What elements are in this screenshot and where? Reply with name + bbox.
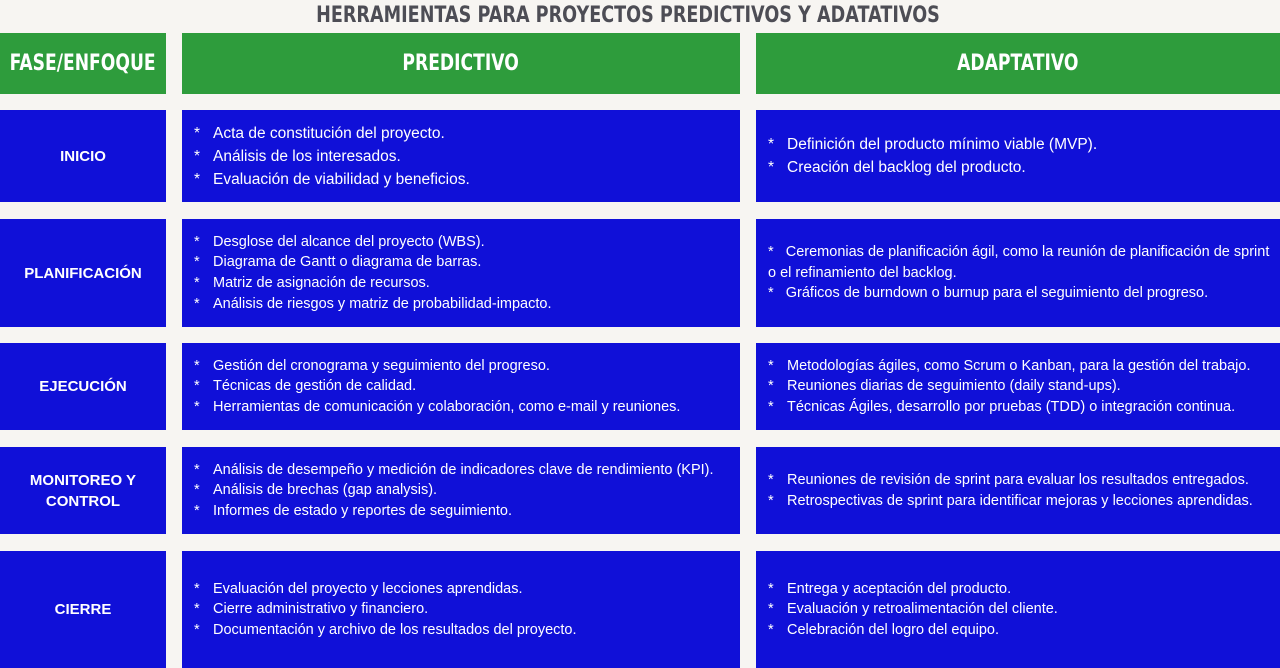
adaptive-cell-planificacion <box>756 219 1280 327</box>
list-item: * Matriz de asignación de recursos. <box>194 273 730 294</box>
phase-label: INICIO <box>60 147 106 165</box>
phase-cell-inicio <box>0 110 166 202</box>
phase-label: EJECUCIÓN <box>39 378 127 395</box>
list-item: * Técnicas de gestión de calidad. <box>194 376 730 397</box>
list-item: * Creación del backlog del producto. <box>768 156 1270 179</box>
list-item: * Reuniones diarias de seguimiento (daily stand-ups). <box>768 376 1270 397</box>
list-item: * Análisis de desempeño y medición de indicadores clave de rendimiento (KPI). <box>194 460 730 481</box>
page-title: HERRAMIENTAS PARA PROYECTOS PREDICTIVOS Y ADATATIVOS <box>316 3 940 28</box>
bullet-icon: * <box>768 378 774 395</box>
list-item: * Informes de estado y reportes de seguimiento. <box>194 501 730 522</box>
bullet-icon: * <box>768 357 774 374</box>
bullet-icon: * <box>194 580 200 597</box>
list-item: * Análisis de los interesados. <box>194 145 730 168</box>
bullet-icon: * <box>194 254 200 271</box>
bullet-icon: * <box>768 159 775 176</box>
list-item: * Técnicas Ágiles, desarrollo por pruebas (TDD) o integración continua. <box>768 397 1270 418</box>
list-item: * Acta de constitución del proyecto. <box>194 122 730 145</box>
phase-cell-monitoreo <box>0 447 166 534</box>
list-item: * Diagrama de Gantt o diagrama de barras. <box>194 252 730 273</box>
bullet-icon: * <box>768 398 774 415</box>
list-item: * Herramientas de comunicación y colaboración, como e-mail y reuniones. <box>194 397 730 418</box>
bullet-icon: * <box>194 482 200 499</box>
bullet-icon: * <box>768 580 774 597</box>
bullet-icon: * <box>194 621 200 638</box>
phase-label: PLANIFICACIÓN <box>24 264 142 282</box>
phase-cell-planificacion <box>0 219 166 327</box>
list-item: * Evaluación y retroalimentación del cliente. <box>768 599 1270 620</box>
list-item: * Desglose del alcance del proyecto (WBS). <box>194 232 730 253</box>
list-item: * Ceremonias de planificación ágil, como la reunión de planificación de sprint o el refinamiento del backlog. <box>768 244 1270 281</box>
adaptive-cell-inicio <box>756 110 1280 202</box>
phase-cell-ejecucion <box>0 343 166 430</box>
list-item: * Definición del producto mínimo viable (MVP). <box>768 133 1270 156</box>
predictive-cell-planificacion <box>182 219 740 327</box>
predictive-cell-monitoreo <box>182 447 740 534</box>
bullet-icon: * <box>194 601 200 618</box>
bullet-icon: * <box>768 244 774 261</box>
bullet-icon: * <box>768 285 774 302</box>
bullet-icon: * <box>194 124 201 142</box>
bullet-icon: * <box>768 136 775 153</box>
list-item: * Retrospectivas de sprint para identificar mejoras y lecciones aprendidas. <box>768 491 1270 512</box>
bullet-icon: * <box>194 295 200 312</box>
predictive-cell-ejecucion <box>182 343 740 430</box>
list-item: * Evaluación del proyecto y lecciones aprendidas. <box>194 579 730 600</box>
list-item: * Reuniones de revisión de sprint para evaluar los resultados entregados. <box>768 470 1270 491</box>
list-item: * Gestión del cronograma y seguimiento del progreso. <box>194 356 730 377</box>
list-item: * Metodologías ágiles, como Scrum o Kanban, para la gestión del trabajo. <box>768 356 1270 377</box>
predictive-cell-cierre <box>182 551 740 668</box>
bullet-icon: * <box>194 275 200 291</box>
bullet-icon: * <box>768 492 774 509</box>
phase-label: CIERRE <box>54 601 112 618</box>
header-adaptive <box>756 33 1280 94</box>
bullet-icon: * <box>194 398 200 415</box>
bullet-icon: * <box>194 233 200 250</box>
list-item: * Evaluación de viabilidad y beneficios. <box>194 168 730 191</box>
header-phase-label: FASE/ENFOQUE <box>9 51 157 76</box>
list-item: * Celebración del logro del equipo. <box>768 620 1270 641</box>
header-predictive-label: PREDICTIVO <box>402 51 520 76</box>
bullet-icon: * <box>194 461 200 478</box>
bullet-icon: * <box>194 502 200 519</box>
bullet-icon: * <box>194 357 200 374</box>
predictive-cell-inicio <box>182 110 740 202</box>
header-predictive <box>182 33 740 94</box>
list-item: * Análisis de brechas (gap analysis). <box>194 480 730 501</box>
bullet-icon: * <box>194 170 201 188</box>
adaptive-cell-monitoreo <box>756 447 1280 534</box>
header-adaptive-label: ADAPTATIVO <box>957 51 1079 76</box>
bullet-icon: * <box>768 601 774 618</box>
adaptive-cell-ejecucion <box>756 343 1280 430</box>
list-item: * Entrega y aceptación del producto. <box>768 579 1270 600</box>
bullet-icon: * <box>768 471 774 488</box>
bullet-icon: * <box>768 621 774 638</box>
adaptive-cell-cierre <box>756 551 1280 668</box>
header-phase <box>0 33 166 94</box>
list-item: * Análisis de riesgos y matriz de probabilidad-impacto. <box>194 294 730 315</box>
bullet-icon: * <box>194 378 200 395</box>
phase-cell-cierre <box>0 551 166 668</box>
phase-label: MONITOREO Y CONTROL <box>29 471 137 510</box>
list-item: * Gráficos de burndown o burnup para el seguimiento del progreso. <box>768 285 1209 302</box>
list-item: * Documentación y archivo de los resultados del proyecto. <box>194 620 730 641</box>
bullet-icon: * <box>194 147 201 165</box>
list-item: * Cierre administrativo y financiero. <box>194 599 730 620</box>
